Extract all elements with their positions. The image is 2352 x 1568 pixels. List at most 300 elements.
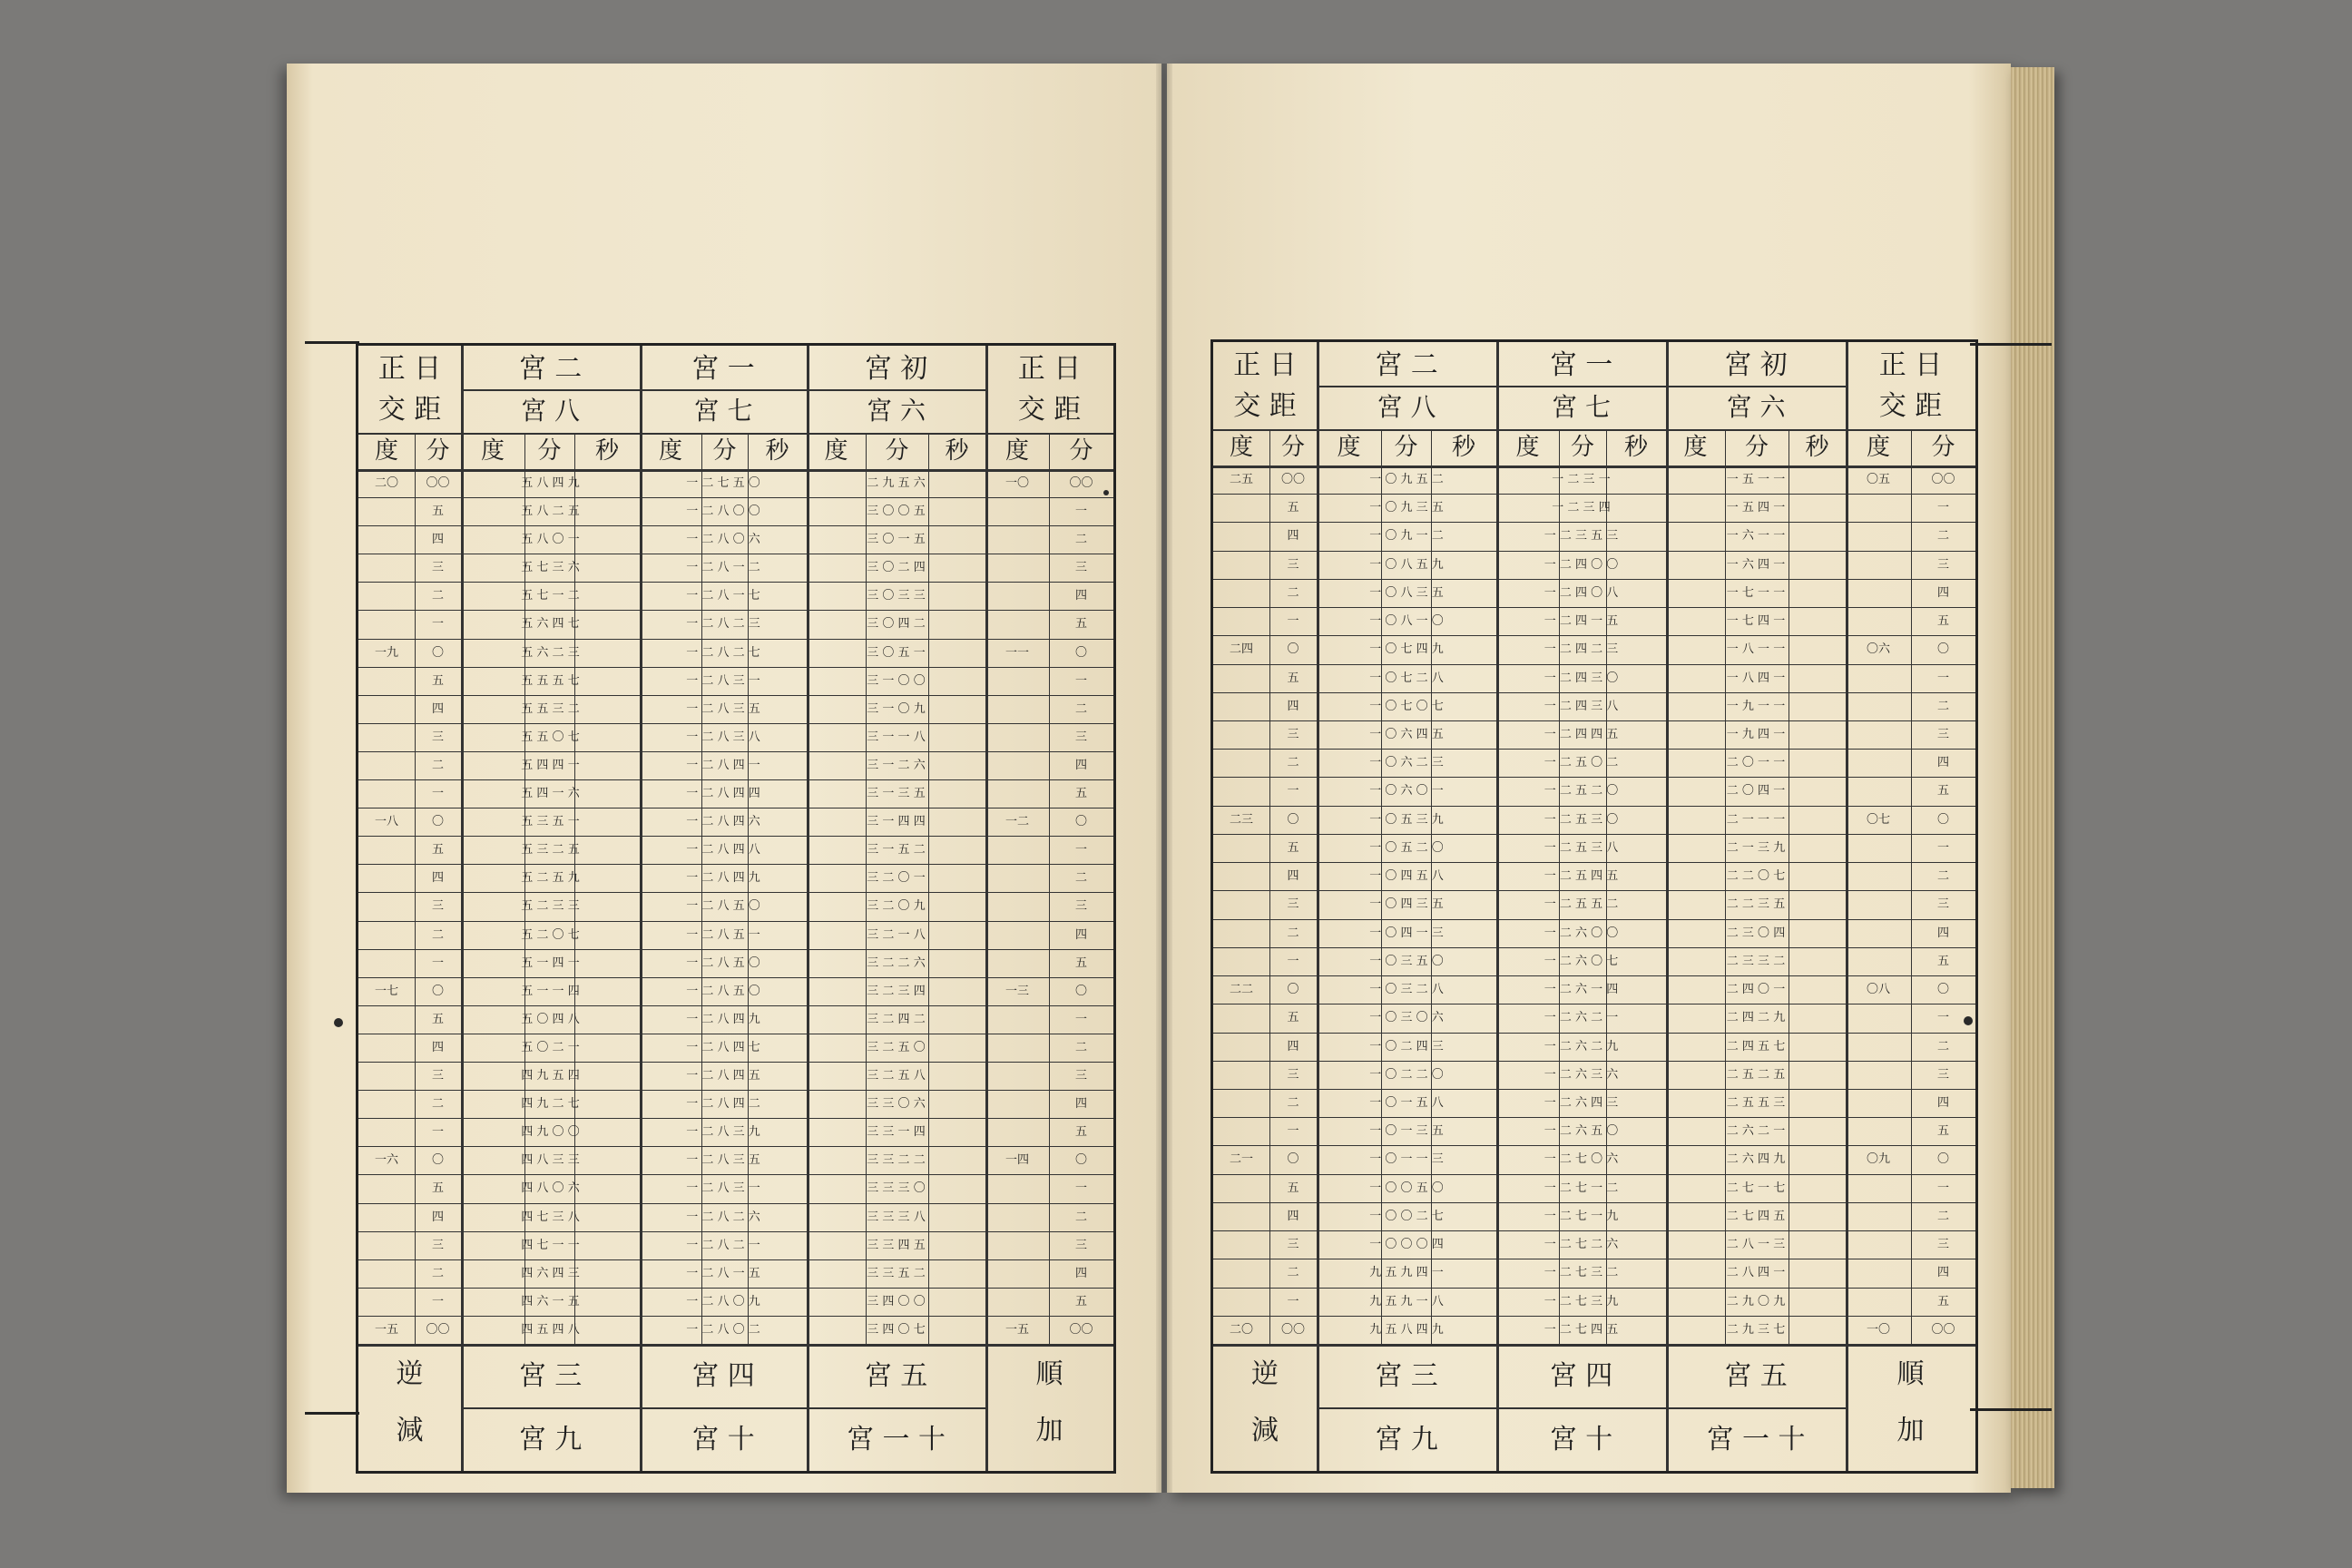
palace1-value-cell: 一 二 八 五 〇 xyxy=(686,956,760,970)
minute-right-cell: 二 xyxy=(1074,533,1087,547)
palace2-value-cell: 九 五 九 四 一 xyxy=(1369,1266,1444,1280)
minute-right-cell: 二 xyxy=(1074,871,1087,886)
degree-right-cell: 〇八 xyxy=(1866,983,1890,997)
column-unit-label: 度 xyxy=(374,437,398,465)
minute-left-cell: 三 xyxy=(1287,728,1299,742)
degree-left-cell: 一七 xyxy=(374,984,398,998)
minute-right-cell: 一 xyxy=(1936,671,1949,685)
degree-left-cell: 一六 xyxy=(374,1153,398,1168)
minute-left-cell: 一 xyxy=(1287,614,1299,629)
degree-right-cell: 〇五 xyxy=(1866,473,1890,486)
palace1-value-cell: 一 二 八 〇 六 xyxy=(686,533,760,547)
column-unit-label: 秒 xyxy=(1623,434,1648,461)
palace2-value-cell: 一 〇 一 五 八 xyxy=(1369,1095,1444,1110)
minute-right-cell: 〇〇 xyxy=(1069,476,1093,490)
minute-right-cell: 五 xyxy=(1936,954,1949,968)
palace0-value-cell: 二 二 〇 七 xyxy=(1726,869,1786,884)
palace1-value-cell: 一 二 八 三 八 xyxy=(686,730,760,744)
footer-palace-top: 宮 四 xyxy=(1549,1360,1613,1392)
minute-right-cell: 五 xyxy=(1074,956,1087,970)
forward-label: 順 xyxy=(1035,1358,1063,1390)
palace2-value-cell: 一 〇 四 三 五 xyxy=(1369,897,1444,912)
minute-left-cell: 三 xyxy=(431,561,444,575)
palace1-value-cell: 一 二 八 二 七 xyxy=(686,645,760,660)
palace0-value-cell: 一 六 四 一 xyxy=(1726,557,1786,572)
palace2-value-cell: 一 〇 三 〇 六 xyxy=(1369,1011,1444,1025)
palace0-value-cell: 三 三 二 二 xyxy=(867,1153,926,1168)
palace0-value-cell: 二 九 〇 九 xyxy=(1726,1294,1786,1308)
palace2-value-cell: 一 〇 七 四 九 xyxy=(1369,642,1444,657)
minute-left-cell: 〇〇 xyxy=(426,476,450,490)
minute-right-cell: 四 xyxy=(1074,1097,1087,1112)
palace0-value-cell: 二 三 三 二 xyxy=(1726,954,1786,968)
add-label: 加 xyxy=(1896,1415,1925,1446)
palace1-value-cell: 一 二 四 三 〇 xyxy=(1544,671,1619,685)
minute-left-cell: 〇 xyxy=(1287,642,1299,657)
palace0-value-cell: 三 二 四 二 xyxy=(867,1012,926,1026)
palace2-value-cell: 五 二 三 三 xyxy=(521,899,580,914)
palace2-value-cell: 一 〇 九 一 二 xyxy=(1369,529,1444,544)
minute-left-cell: 〇 xyxy=(431,815,444,829)
minute-right-cell: 三 xyxy=(1936,897,1949,912)
minute-right-cell: 四 xyxy=(1074,1266,1087,1280)
palace1-value-cell: 一 二 五 〇 二 xyxy=(1544,756,1619,770)
palace1-value-cell: 一 二 八 四 九 xyxy=(686,1012,760,1026)
minute-left-cell: 一 xyxy=(431,1125,444,1140)
minute-left-cell: 二 xyxy=(431,758,444,772)
minute-right-cell: 三 xyxy=(1074,899,1087,914)
palace2-value-cell: 一 〇 九 五 二 xyxy=(1369,473,1444,486)
minute-right-cell: 四 xyxy=(1936,1266,1949,1280)
minute-left-cell: 五 xyxy=(431,843,444,858)
column-unit-label: 度 xyxy=(824,437,848,465)
palace1-value-cell: 一 二 八 四 八 xyxy=(686,843,760,858)
palace2-value-cell: 一 〇 一 三 五 xyxy=(1369,1124,1444,1139)
palace1-value-cell: 一 二 四 四 五 xyxy=(1544,728,1619,742)
column-unit-label: 分 xyxy=(1570,434,1594,461)
palace0-value-cell: 二 〇 四 一 xyxy=(1726,784,1786,799)
minute-right-cell: 五 xyxy=(1074,1294,1087,1308)
page-edges xyxy=(2011,67,2054,1488)
palace0-value-cell: 三 二 五 八 xyxy=(867,1069,926,1083)
palace-header-second: 宮 七 xyxy=(1552,392,1611,422)
palace2-value-cell: 一 〇 〇 〇 四 xyxy=(1369,1238,1444,1252)
palace0-value-cell: 二 八 四 一 xyxy=(1726,1266,1786,1280)
palace1-value-cell: 一 二 八 五 〇 xyxy=(686,899,760,914)
palace2-value-cell: 一 〇 三 二 八 xyxy=(1369,983,1444,997)
palace2-value-cell: 一 〇 六 〇 一 xyxy=(1369,784,1444,799)
degree-left-cell: 二三 xyxy=(1229,812,1253,827)
palace1-value-cell: 一 二 八 一 七 xyxy=(686,589,760,603)
palace2-value-cell: 四 六 四 三 xyxy=(521,1266,580,1280)
minute-right-cell: 三 xyxy=(1074,1069,1087,1083)
palace2-value-cell: 一 〇 五 二 〇 xyxy=(1369,840,1444,855)
minute-left-cell: 〇〇 xyxy=(1280,473,1305,486)
palace0-value-cell: 三 三 四 五 xyxy=(867,1238,926,1252)
palace0-value-cell: 一 七 四 一 xyxy=(1726,614,1786,629)
palace1-value-cell: 一 二 六 二 一 xyxy=(1544,1011,1619,1025)
palace0-value-cell: 二 二 三 五 xyxy=(1726,897,1786,912)
degree-right-cell: 〇六 xyxy=(1866,642,1890,657)
minute-left-cell: 三 xyxy=(1287,897,1299,912)
minute-right-cell: 二 xyxy=(1936,1039,1949,1054)
column-unit-label: 分 xyxy=(1394,434,1418,461)
palace0-value-cell: 一 九 四 一 xyxy=(1726,728,1786,742)
footer-sub-rule xyxy=(1317,1407,1846,1409)
degree-right-cell: 一四 xyxy=(1004,1153,1029,1168)
minute-right-cell: 五 xyxy=(1074,787,1087,801)
palace1-value-cell: 一 二 七 三 九 xyxy=(1544,1294,1619,1308)
minute-right-cell: 二 xyxy=(1074,1040,1087,1054)
palace2-value-cell: 五 八 二 五 xyxy=(521,505,580,519)
palace1-value-cell: 一 二 六 〇 七 xyxy=(1544,954,1619,968)
minute-right-cell: 四 xyxy=(1936,585,1949,600)
column-unit-label: 秒 xyxy=(945,437,969,465)
palace1-value-cell: 一 二 八 五 〇 xyxy=(686,984,760,998)
palace0-value-cell: 三 一 〇 〇 xyxy=(867,673,926,688)
palace0-value-cell: 一 五 一 一 xyxy=(1726,473,1786,486)
column-unit-label: 度 xyxy=(1683,434,1708,461)
palace0-value-cell: 二 九 五 六 xyxy=(867,476,926,490)
minute-left-cell: 二 xyxy=(1287,585,1299,600)
sun-distance-header: 正 日 xyxy=(377,353,442,385)
minute-left-cell: 二 xyxy=(431,927,444,942)
node-header: 交 距 xyxy=(1233,390,1297,422)
minute-right-cell: 一 xyxy=(1074,673,1087,688)
minute-right-cell: 二 xyxy=(1074,701,1087,716)
minute-right-cell: 五 xyxy=(1936,784,1949,799)
palace1-value-cell: 一 二 四 三 八 xyxy=(1544,699,1619,713)
minute-left-cell: 二 xyxy=(1287,1266,1299,1280)
minute-left-cell: 五 xyxy=(431,1012,444,1026)
column-unit-label: 秒 xyxy=(1451,434,1475,461)
footer-sub-rule xyxy=(461,1407,985,1409)
minute-left-cell: 五 xyxy=(1287,671,1299,685)
palace-header-top: 宮 一 xyxy=(691,353,755,385)
palace1-value-cell: 一 二 八 一 五 xyxy=(686,1266,760,1280)
sun-distance-header: 正 日 xyxy=(1233,349,1297,381)
minute-left-cell: 一 xyxy=(431,617,444,632)
palace2-value-cell: 一 〇 七 二 八 xyxy=(1369,671,1444,685)
degree-left-cell: 一八 xyxy=(374,815,398,829)
column-unit-label: 秒 xyxy=(1805,434,1829,461)
palace-header-second: 宮 八 xyxy=(521,396,580,426)
palace2-value-cell: 四 九 二 七 xyxy=(521,1097,580,1112)
palace1-value-cell: 一 二 八 一 二 xyxy=(686,561,760,575)
minute-right-cell: 四 xyxy=(1936,756,1949,770)
palace0-value-cell: 三 三 三 八 xyxy=(867,1210,926,1224)
palace0-value-cell: 三 二 五 〇 xyxy=(867,1040,926,1054)
column-unit-label: 分 xyxy=(1280,434,1305,461)
palace2-value-cell: 五 二 五 九 xyxy=(521,871,580,886)
palace2-value-cell: 九 五 八 四 九 xyxy=(1369,1322,1444,1337)
minute-right-cell: 〇〇 xyxy=(1931,473,1955,486)
minute-left-cell: 二 xyxy=(431,1097,444,1112)
palace-header-top: 宮 二 xyxy=(518,353,583,385)
minute-right-cell: 一 xyxy=(1074,505,1087,519)
minute-right-cell: 一 xyxy=(1936,840,1949,855)
footer-palace-bottom: 宮 十 xyxy=(1549,1424,1613,1455)
palace2-value-cell: 四 九 〇 〇 xyxy=(521,1125,580,1140)
column-unit-label: 度 xyxy=(1337,434,1361,461)
palace0-value-cell: 三 〇 一 五 xyxy=(867,533,926,547)
palace2-value-cell: 一 〇 四 一 三 xyxy=(1369,926,1444,940)
node-header-right: 交 距 xyxy=(1017,394,1082,426)
degree-right-cell: 一〇 xyxy=(1866,1322,1890,1337)
palace1-value-cell: 一 二 三 四 xyxy=(1552,501,1611,515)
palace1-value-cell: 一 二 七 三 二 xyxy=(1544,1266,1619,1280)
major-column-divider xyxy=(985,346,988,1471)
palace0-value-cell: 二 七 一 七 xyxy=(1726,1181,1786,1195)
palace1-value-cell: 一 二 八 四 七 xyxy=(686,1040,760,1054)
palace1-value-cell: 一 二 六 三 六 xyxy=(1544,1067,1619,1082)
degree-right-cell: 一〇 xyxy=(1004,476,1029,490)
palace2-value-cell: 九 五 九 一 八 xyxy=(1369,1294,1444,1308)
column-unit-label: 分 xyxy=(1069,437,1093,465)
palace0-value-cell: 三 一 二 六 xyxy=(867,758,926,772)
degree-left-cell: 二〇 xyxy=(1229,1322,1253,1337)
palace1-value-cell: 一 二 四 一 五 xyxy=(1544,614,1619,629)
minute-left-cell: 二 xyxy=(431,1266,444,1280)
minute-left-cell: 〇 xyxy=(431,984,444,998)
footer-palace-top: 宮 四 xyxy=(691,1360,755,1392)
palace1-value-cell: 一 二 五 三 〇 xyxy=(1544,812,1619,827)
palace2-value-cell: 四 六 一 五 xyxy=(521,1294,580,1308)
footer-palace-bottom: 宮 十 xyxy=(691,1424,755,1455)
minute-right-cell: 二 xyxy=(1936,699,1949,713)
minute-left-cell: 四 xyxy=(1287,699,1299,713)
palace0-value-cell: 三 一 三 五 xyxy=(867,787,926,801)
palace0-value-cell: 三 二 三 四 xyxy=(867,984,926,998)
palace1-value-cell: 一 二 八 三 五 xyxy=(686,701,760,716)
palace1-value-cell: 一 二 七 五 〇 xyxy=(686,476,760,490)
minute-right-cell: 一 xyxy=(1074,1012,1087,1026)
palace1-value-cell: 一 二 八 五 一 xyxy=(686,927,760,942)
minute-left-cell: 五 xyxy=(1287,1011,1299,1025)
palace1-value-cell: 一 二 八 〇 二 xyxy=(686,1322,760,1337)
palace1-value-cell: 一 二 七 四 五 xyxy=(1544,1322,1619,1337)
sun-distance-header-right: 正 日 xyxy=(1878,349,1943,381)
palace0-value-cell: 三 三 五 二 xyxy=(867,1266,926,1280)
palace0-value-cell: 三 二 二 六 xyxy=(867,956,926,970)
minute-right-cell: 四 xyxy=(1936,926,1949,940)
palace1-value-cell: 一 二 八 三 九 xyxy=(686,1125,760,1140)
minute-left-cell: 四 xyxy=(431,701,444,716)
degree-left-cell: 二五 xyxy=(1229,473,1253,486)
node-header-right: 交 距 xyxy=(1878,390,1943,422)
palace0-value-cell: 三 〇 〇 五 xyxy=(867,505,926,519)
palace1-value-cell: 一 二 四 〇 八 xyxy=(1544,585,1619,600)
minute-right-cell: 三 xyxy=(1936,557,1949,572)
palace1-value-cell: 一 二 八 三 五 xyxy=(686,1153,760,1168)
minute-right-cell: 四 xyxy=(1074,758,1087,772)
palace0-value-cell: 二 八 一 三 xyxy=(1726,1238,1786,1252)
forward-label: 順 xyxy=(1896,1358,1925,1390)
palace0-value-cell: 三 二 〇 九 xyxy=(867,899,926,914)
palace1-value-cell: 一 二 六 五 〇 xyxy=(1544,1124,1619,1139)
column-unit-label: 分 xyxy=(885,437,909,465)
palace1-value-cell: 一 二 七 〇 六 xyxy=(1544,1152,1619,1167)
palace2-value-cell: 五 四 一 六 xyxy=(521,787,580,801)
palace1-value-cell: 一 二 八 〇 〇 xyxy=(686,505,760,519)
degree-left-cell: 二二 xyxy=(1229,983,1253,997)
minute-left-cell: 三 xyxy=(431,1238,444,1252)
minute-right-cell: 三 xyxy=(1936,728,1949,742)
palace-header-top: 宮 二 xyxy=(1375,349,1438,381)
palace1-value-cell: 一 二 七 二 六 xyxy=(1544,1238,1619,1252)
minute-left-cell: 〇 xyxy=(1287,1152,1299,1167)
palace2-value-cell: 一 〇 五 三 九 xyxy=(1369,812,1444,827)
palace-header-second: 宮 六 xyxy=(1726,392,1786,422)
palace2-value-cell: 一 〇 四 五 八 xyxy=(1369,869,1444,884)
minute-right-cell: 〇 xyxy=(1936,1152,1949,1167)
palace2-value-cell: 五 四 四 一 xyxy=(521,758,580,772)
column-unit-label: 度 xyxy=(1515,434,1540,461)
binding-hole xyxy=(1103,490,1109,495)
palace-header-second: 宮 六 xyxy=(867,396,926,426)
palace1-value-cell: 一 二 五 三 八 xyxy=(1544,840,1619,855)
node-header: 交 距 xyxy=(377,394,442,426)
binding-hole xyxy=(1964,1016,1973,1025)
palace1-value-cell: 一 二 七 一 二 xyxy=(1544,1181,1619,1195)
minute-left-cell: 二 xyxy=(431,589,444,603)
palace0-value-cell: 三 〇 五 一 xyxy=(867,645,926,660)
footer-palace-bottom: 宮 九 xyxy=(1375,1424,1438,1455)
column-unit-label: 分 xyxy=(537,437,562,465)
minute-left-cell: 四 xyxy=(431,871,444,886)
palace2-value-cell: 五 〇 二 一 xyxy=(521,1040,580,1054)
palace2-value-cell: 四 八 〇 六 xyxy=(521,1181,580,1196)
minute-left-cell: 〇〇 xyxy=(426,1322,450,1337)
palace0-value-cell: 二 七 四 五 xyxy=(1726,1209,1786,1223)
minute-left-cell: 〇〇 xyxy=(1280,1322,1305,1337)
palace0-value-cell: 三 一 一 八 xyxy=(867,730,926,744)
footer-rule xyxy=(1213,1344,1975,1347)
minute-right-cell: 〇 xyxy=(1936,983,1949,997)
palace1-value-cell: 一 二 六 四 三 xyxy=(1544,1095,1619,1110)
column-unit-label: 秒 xyxy=(765,437,789,465)
minute-right-cell: 一 xyxy=(1074,843,1087,858)
palace0-value-cell: 三 〇 二 四 xyxy=(867,561,926,575)
minute-right-cell: 三 xyxy=(1936,1067,1949,1082)
palace2-value-cell: 四 七 三 八 xyxy=(521,1210,580,1224)
palace0-value-cell: 一 五 四 一 xyxy=(1726,501,1786,515)
palace1-value-cell: 一 二 五 五 二 xyxy=(1544,897,1619,912)
footer-palace-top: 宮 三 xyxy=(1375,1360,1438,1392)
palace0-value-cell: 一 六 一 一 xyxy=(1726,529,1786,544)
minute-right-cell: 五 xyxy=(1936,614,1949,629)
palace2-value-cell: 一 〇 六 四 五 xyxy=(1369,728,1444,742)
palace0-value-cell: 二 六 四 九 xyxy=(1726,1152,1786,1167)
palace0-value-cell: 三 四 〇 七 xyxy=(867,1322,926,1337)
palace1-value-cell: 一 二 六 〇 〇 xyxy=(1544,926,1619,940)
palace2-value-cell: 一 〇 三 五 〇 xyxy=(1369,954,1444,968)
minute-left-cell: 五 xyxy=(1287,840,1299,855)
palace1-value-cell: 一 二 八 二 三 xyxy=(686,617,760,632)
minute-right-cell: 〇 xyxy=(1074,645,1087,660)
palace2-value-cell: 一 〇 〇 五 〇 xyxy=(1369,1181,1444,1195)
minute-right-cell: 三 xyxy=(1936,1238,1949,1252)
palace0-value-cell: 二 四 五 七 xyxy=(1726,1039,1786,1054)
palace0-value-cell: 二 九 三 七 xyxy=(1726,1322,1786,1337)
palace0-value-cell: 三 四 〇 〇 xyxy=(867,1294,926,1308)
column-unit-label: 分 xyxy=(712,437,737,465)
minute-left-cell: 四 xyxy=(431,533,444,547)
palace0-value-cell: 二 五 二 五 xyxy=(1726,1067,1786,1082)
minute-left-cell: 二 xyxy=(1287,756,1299,770)
palace-header-top: 宮 初 xyxy=(864,353,928,385)
palace2-value-cell: 四 五 四 八 xyxy=(521,1322,580,1337)
palace0-value-cell: 一 八 一 一 xyxy=(1726,642,1786,657)
palace0-value-cell: 三 三 〇 六 xyxy=(867,1097,926,1112)
palace2-value-cell: 五 六 二 三 xyxy=(521,645,580,660)
footer-palace-top: 宮 五 xyxy=(864,1360,928,1392)
column-unit-label: 度 xyxy=(658,437,682,465)
palace1-value-cell: 一 二 八 三 一 xyxy=(686,673,760,688)
minute-left-cell: 一 xyxy=(431,1294,444,1308)
minute-right-cell: 一 xyxy=(1936,1011,1949,1025)
palace2-value-cell: 四 八 三 三 xyxy=(521,1153,580,1168)
palace0-value-cell: 三 一 五 二 xyxy=(867,843,926,858)
minute-left-cell: 一 xyxy=(431,787,444,801)
minute-left-cell: 四 xyxy=(1287,1209,1299,1223)
minute-left-cell: 五 xyxy=(431,1181,444,1196)
palace1-value-cell: 一 二 八 四 一 xyxy=(686,758,760,772)
palace2-value-cell: 五 七 一 二 xyxy=(521,589,580,603)
minute-left-cell: 二 xyxy=(1287,1095,1299,1110)
minute-right-cell: 〇 xyxy=(1936,812,1949,827)
palace2-value-cell: 一 〇 一 一 三 xyxy=(1369,1152,1444,1167)
palace2-value-cell: 四 九 五 四 xyxy=(521,1069,580,1083)
palace-header-top: 宮 初 xyxy=(1724,349,1788,381)
left-bottom-rule xyxy=(305,1412,359,1415)
palace1-value-cell: 一 二 六 一 四 xyxy=(1544,983,1619,997)
palace2-value-cell: 一 〇 九 三 五 xyxy=(1369,501,1444,515)
palace2-value-cell: 一 〇 八 五 九 xyxy=(1369,557,1444,572)
binding-hole xyxy=(334,1018,343,1027)
subtract-label: 減 xyxy=(396,1415,424,1446)
minute-right-cell: 四 xyxy=(1074,927,1087,942)
minute-left-cell: 四 xyxy=(1287,1039,1299,1054)
minute-left-cell: 五 xyxy=(1287,1181,1299,1195)
degree-left-cell: 二一 xyxy=(1229,1152,1253,1167)
palace0-value-cell: 一 九 一 一 xyxy=(1726,699,1786,713)
minute-right-cell: 二 xyxy=(1074,1210,1087,1224)
palace1-value-cell: 一 二 七 一 九 xyxy=(1544,1209,1619,1223)
major-column-divider xyxy=(1846,342,1848,1471)
palace2-value-cell: 一 〇 八 一 〇 xyxy=(1369,614,1444,629)
minute-left-cell: 三 xyxy=(1287,1067,1299,1082)
minute-left-cell: 四 xyxy=(1287,529,1299,544)
palace0-value-cell: 二 四 〇 一 xyxy=(1726,983,1786,997)
degree-right-cell: 〇九 xyxy=(1866,1152,1890,1167)
footer-palace-top: 宮 五 xyxy=(1724,1360,1788,1392)
palace1-value-cell: 一 二 三 五 三 xyxy=(1544,529,1619,544)
open-book xyxy=(287,64,2054,1493)
degree-right-cell: 一二 xyxy=(1004,815,1029,829)
palace1-value-cell: 一 二 八 四 六 xyxy=(686,815,760,829)
column-unit-label: 分 xyxy=(426,437,450,465)
book-gutter xyxy=(1156,64,1172,1493)
palace1-value-cell: 一 二 八 〇 九 xyxy=(686,1294,760,1308)
column-unit-label: 度 xyxy=(1229,434,1253,461)
palace1-value-cell: 一 二 八 四 二 xyxy=(686,1097,760,1112)
minute-right-cell: 二 xyxy=(1936,1209,1949,1223)
minute-right-cell: 五 xyxy=(1074,617,1087,632)
minute-right-cell: 二 xyxy=(1936,529,1949,544)
minute-right-cell: 〇〇 xyxy=(1069,1322,1093,1337)
palace2-value-cell: 五 八 〇 一 xyxy=(521,533,580,547)
